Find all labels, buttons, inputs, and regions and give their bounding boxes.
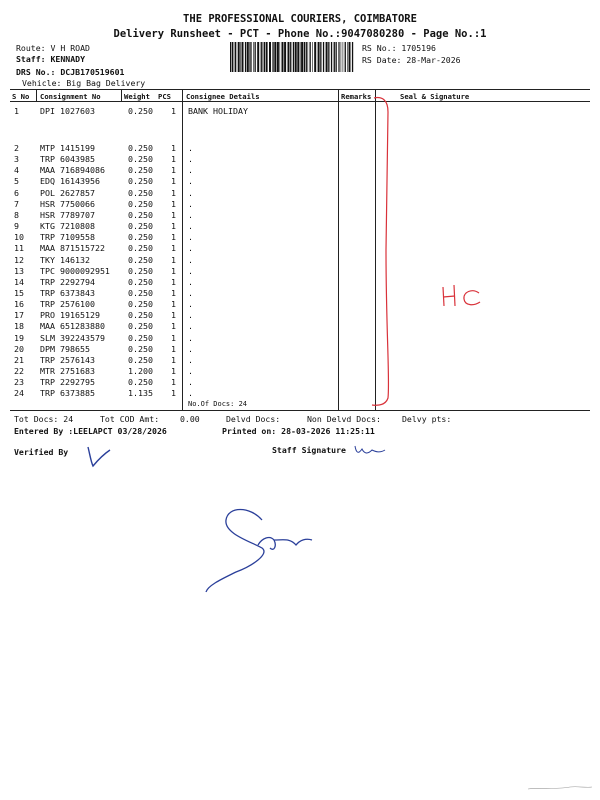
row-pcs: 1 [171,276,176,287]
row-weight: 0.250 [128,265,153,276]
hc-remark-handwriting [443,285,480,306]
row-pcs: 1 [171,265,176,276]
row-pcs: 1 [171,198,176,209]
staff-signature-label: Staff Signature [272,445,346,455]
route-text: Route: V H ROAD [16,43,90,53]
row-sno: 9 [14,221,19,232]
row-details: BANK HOLIDAY [188,106,248,116]
row-sno: 17 [14,310,24,321]
row-weight: 0.250 [128,243,153,254]
row-pcs: 1 [171,321,176,332]
row-pcs: 1 [171,299,176,310]
row-weight: 0.250 [128,343,153,354]
runsheet-subtitle: Delivery Runsheet - PCT - Phone No.:9047080280 - Page No.:1 [113,28,487,40]
row-weight: 0.250 [128,154,153,165]
row-sno: 22 [14,366,24,376]
large-signature-scribble [206,510,312,593]
row-weight: 0.250 [128,221,153,232]
row-cons: TRP 2576143 [40,354,95,365]
row-details: . [188,366,193,376]
row-pcs: 1 [171,366,176,376]
row-details: . [188,243,193,254]
row-sno: 16 [14,299,24,310]
row-pcs: 1 [171,354,176,365]
row-cons: TRP 2292794 [40,276,95,287]
row-details: . [188,265,193,276]
row-details: . [188,176,193,187]
row-sno: 6 [14,187,19,198]
row-pcs: 1 [171,106,176,116]
row-sno: 10 [14,232,24,243]
row-weight: 0.250 [128,321,153,332]
row-weight: 0.250 [128,209,153,220]
row-pcs: 1 [171,310,176,321]
row-sno: 15 [14,287,24,298]
vehicle-text: Vehicle: Big Bag Delivery [22,78,146,88]
no-of-docs: No.Of Docs: 24 [188,400,248,408]
row-details: . [188,388,193,399]
row-weight: 0.250 [128,165,153,176]
row-cons: KTG 7210808 [40,221,95,232]
row-cons: MTP 1415199 [40,143,95,153]
row-details: . [188,332,193,343]
row-pcs: 1 [171,388,176,399]
col-header-sno: S No [12,92,30,101]
printed-on: Printed on: 28-03-2026 11:25:11 [222,426,375,436]
row-weight: 0.250 [128,310,153,321]
row-pcs: 1 [171,176,176,187]
row-details: . [188,221,193,232]
row-cons: TRP 7109558 [40,232,95,243]
row-weight: 1.200 [128,366,153,376]
red-bracket-mark [372,98,389,406]
row-sno: 7 [14,198,19,209]
row-cons: PRO 19165129 [40,310,100,321]
row-sno: 3 [14,154,19,165]
row-cons: DPI 1027603 [40,106,95,116]
verified-by-label: Verified By [14,447,69,457]
row-sno: 2 [14,143,19,153]
row-pcs: 1 [171,287,176,298]
row-pcs: 1 [171,143,176,153]
row-details: . [188,232,193,243]
row-weight: 0.250 [128,299,153,310]
row-cons: TRP 6373843 [40,287,95,298]
row-sno: 23 [14,377,24,388]
row-cons: MAA 651283880 [40,321,105,332]
row-details: . [188,310,193,321]
row-pcs: 1 [171,377,176,388]
row-details: . [188,165,193,176]
row-pcs: 1 [171,209,176,220]
row-pcs: 1 [171,332,176,343]
row-pcs: 1 [171,221,176,232]
row-details: . [188,321,193,332]
row-cons: TRP 2292795 [40,377,95,388]
rs-date: RS Date: 28-Mar-2026 [362,55,461,65]
row-pcs: 1 [171,243,176,254]
row-weight: 0.250 [128,187,153,198]
row-weight: 0.250 [128,232,153,243]
row-cons: TPC 9000092951 [40,265,110,276]
row-pcs: 1 [171,165,176,176]
row-cons: TRP 2576100 [40,299,95,310]
row-details: . [188,254,193,265]
row-sno: 20 [14,343,24,354]
row-weight: 1.135 [128,388,153,399]
tot-cod-value: 0.00 [180,414,200,424]
company-title: THE PROFESSIONAL COURIERS, COIMBATORE [183,13,417,25]
entered-by: Entered By :LEELAPCT 03/28/2026 [14,426,167,436]
row-cons: DPM 798655 [40,343,90,354]
col-header-pcs: PCS [158,92,171,101]
row-pcs: 1 [171,343,176,354]
row-details: . [188,187,193,198]
row-sno: 8 [14,209,19,220]
row-details: . [188,287,193,298]
col-header-weight: Weight [124,92,150,101]
delvy-pts: Delvy pts: [402,414,452,424]
drs-number: DRS No.: DCJB170519601 [16,67,125,77]
row-cons: EDQ 16143956 [40,176,100,187]
row-sno: 1 [14,106,19,116]
col-header-consignee: Consignee Details [186,92,260,101]
row-weight: 0.250 [128,377,153,388]
row-details: . [188,198,193,209]
row-details: . [188,276,193,287]
row-cons: SLM 392243579 [40,332,105,343]
staff-text: Staff: KENNADY [16,54,86,64]
row-details: . [188,209,193,220]
tot-cod-label: Tot COD Amt: [100,414,160,424]
row-details: . [188,343,193,354]
non-delvd-docs: Non Delvd Docs: [307,414,381,424]
row-sno: 5 [14,176,19,187]
staff-signature-scribble [355,446,385,453]
row-weight: 0.250 [128,287,153,298]
verified-check-mark [88,447,110,466]
row-cons: MAA 871515722 [40,243,105,254]
row-details: . [188,154,193,165]
row-sno: 19 [14,332,24,343]
row-cons: HSR 7789707 [40,209,95,220]
col-header-remarks: Remarks [341,92,372,101]
row-pcs: 1 [171,254,176,265]
row-sno: 18 [14,321,24,332]
row-pcs: 1 [171,187,176,198]
row-cons: TRP 6043985 [40,154,95,165]
row-cons: MAA 716894086 [40,165,105,176]
row-weight: 0.250 [128,354,153,365]
col-header-seal-signature: Seal & Signature [400,92,470,101]
tot-docs: Tot Docs: 24 [14,414,74,424]
row-pcs: 1 [171,154,176,165]
row-weight: 0.250 [128,276,153,287]
row-weight: 0.250 [128,198,153,209]
row-sno: 21 [14,354,24,365]
row-details: . [188,354,193,365]
row-cons: POL 2627857 [40,187,95,198]
row-sno: 4 [14,165,19,176]
row-weight: 0.250 [128,254,153,265]
row-sno: 24 [14,388,24,399]
row-sno: 11 [14,243,24,254]
row-weight: 0.250 [128,143,153,153]
row-details: . [188,377,193,388]
faint-corner-scribble [528,787,592,789]
row-pcs: 1 [171,232,176,243]
row-weight: 0.250 [128,176,153,187]
row-sno: 12 [14,254,24,265]
row-weight: 0.250 [128,332,153,343]
row-details: . [188,299,193,310]
row-weight: 0.250 [128,106,153,116]
row-cons: TRP 6373885 [40,388,95,399]
col-header-consignment: Consignment No [40,92,101,101]
row-sno: 14 [14,276,24,287]
delvd-docs: Delvd Docs: [226,414,281,424]
rs-number: RS No.: 1705196 [362,43,436,53]
row-cons: MTR 2751683 [40,366,95,376]
row-details: . [188,143,193,153]
row-cons: TKY 146132 [40,254,90,265]
row-sno: 13 [14,265,24,276]
row-cons: HSR 7750066 [40,198,95,209]
